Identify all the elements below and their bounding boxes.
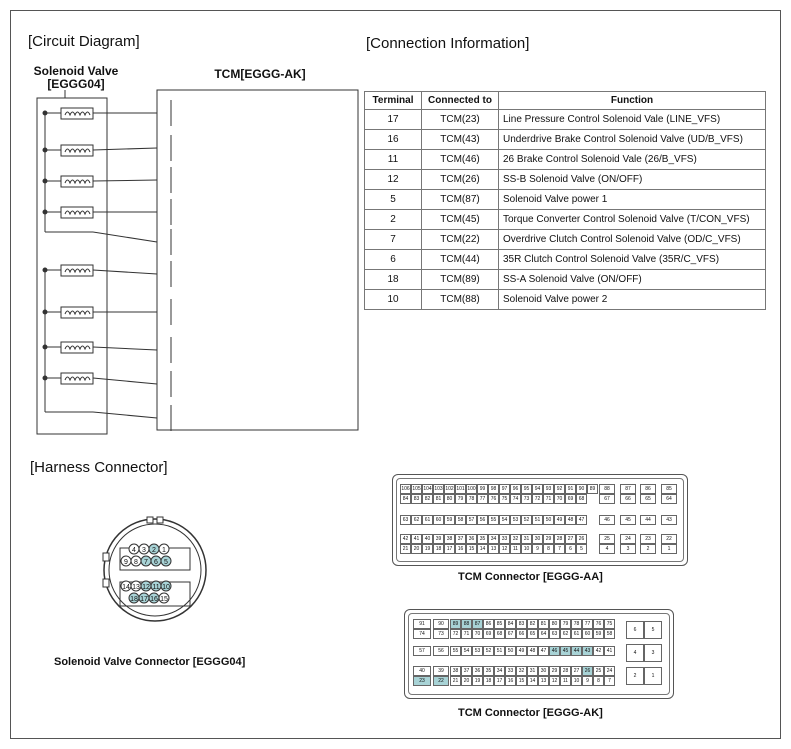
tcm-ak-pin: 6 (626, 621, 644, 639)
tcm-ak-pin: 56 (433, 646, 449, 656)
solenoid-connector-drawing (100, 515, 210, 625)
tcm-aa-pin: 51 (532, 515, 543, 525)
connection-table (364, 91, 766, 310)
tcm-aa-pin: 104 (423, 486, 432, 492)
connected-to-cell: TCM(26) (422, 170, 499, 190)
tcm-ak-pin: 68 (494, 629, 505, 639)
tcm-ak-pin: 76 (593, 619, 604, 629)
tcm-aa-pin: 102 (445, 486, 454, 492)
solenoid-pin-label: 11 (152, 584, 160, 591)
solenoid-pin-label: 13 (132, 584, 140, 591)
tcm-ak-pin: 38 (450, 666, 461, 676)
tcm-aa-pin: 15 (466, 544, 477, 554)
tcm-ak-pin: 54 (461, 646, 472, 656)
circuit-diagram-title: [Circuit Diagram] (28, 33, 140, 50)
tcm-ak-pin: 24 (604, 666, 615, 676)
tcm-aa-pin: 25 (599, 534, 615, 544)
tcm-aa-pin: 78 (466, 494, 477, 504)
solenoid-pin-label: 8 (134, 559, 138, 566)
tcm-aa-pin: 65 (640, 494, 656, 504)
tcm-ak-pin: 10 (571, 676, 582, 686)
terminal-cell: 16 (365, 130, 422, 150)
tcm-aa-pin: 29 (543, 534, 554, 544)
tcm-ak-pin: 37 (461, 666, 472, 676)
tcm-ak-pin: 41 (604, 646, 615, 656)
tcm-aa-pin: 100 (467, 486, 476, 492)
tcm-aa-pin: 37 (455, 534, 466, 544)
table-row (365, 130, 766, 150)
table-row (365, 190, 766, 210)
tcm-ak-pin: 33 (505, 666, 516, 676)
tcm-aa-pin: 84 (400, 494, 411, 504)
solenoid-connector-caption: Solenoid Valve Connector [EGGG04] (54, 656, 246, 668)
connected-to-cell: TCM(46) (422, 150, 499, 170)
tcm-aa-pin: 70 (554, 494, 565, 504)
tcm-aa-pin: 23 (640, 534, 656, 544)
tcm-aa-pin: 73 (521, 494, 532, 504)
tcm-aa-pin: 96 (510, 484, 521, 494)
tcm-ak-pin: 47 (538, 646, 549, 656)
tcm-aa-pin: 41 (411, 534, 422, 544)
terminal-cell: 5 (365, 190, 422, 210)
tcm-ak-pin: 75 (604, 619, 615, 629)
tcm-aa-caption: TCM Connector [EGGG-AA] (458, 571, 603, 583)
terminal-cell: 17 (365, 110, 422, 130)
solenoid-pin-label: 1 (162, 547, 166, 554)
tcm-aa-pin: 8 (543, 544, 554, 554)
tcm-aa-pin: 106 (401, 486, 410, 492)
table-row (365, 230, 766, 250)
tcm-aa-pin: 20 (411, 544, 422, 554)
solenoid-pin-label: 7 (144, 559, 148, 566)
tcm-aa-pin: 40 (422, 534, 433, 544)
function-cell: Line Pressure Control Solenoid Vale (LINE_VFS) (499, 110, 766, 130)
tcm-aa-pin: 58 (455, 515, 466, 525)
tcm-ak-pin: 44 (571, 646, 582, 656)
tcm-aa-pin: 13 (488, 544, 499, 554)
tcm-ak-pin: 16 (505, 676, 516, 686)
function-cell: Overdrive Clutch Control Solenoid Valve (OD/C_VFS) (499, 230, 766, 250)
tcm-aa-pin: 62 (411, 515, 422, 525)
tcm-aa-pin: 3 (620, 544, 636, 554)
tcm-aa-pin: 98 (488, 484, 499, 494)
tcm-aa-pin: 95 (521, 484, 532, 494)
tcm-ak-pin: 25 (593, 666, 604, 676)
tcm-aa-pin: 26 (576, 534, 587, 544)
tcm-ak-pin: 78 (571, 619, 582, 629)
tcm-aa-pin: 45 (620, 515, 636, 525)
tcm-ak-caption: TCM Connector [EGGG-AK] (458, 707, 603, 719)
tcm-aa-pin: 69 (565, 494, 576, 504)
tcm-ak-pin: 40 (413, 666, 431, 676)
tcm-ak-pin: 22 (433, 676, 449, 686)
tcm-ak-pin: 12 (549, 676, 560, 686)
tcm-aa-pin: 66 (620, 494, 636, 504)
tcm-aa-pin: 103 (434, 486, 443, 492)
table-row (365, 270, 766, 290)
function-cell: Solenoid Valve power 1 (499, 190, 766, 210)
tcm-ak-pin: 53 (472, 646, 483, 656)
tcm-ak-pin: 31 (527, 666, 538, 676)
tcm-aa-pin: 82 (422, 494, 433, 504)
tcm-aa-pin: 92 (554, 484, 565, 494)
tcm-ak-pin: 3 (644, 644, 662, 662)
tcm-ak-pin: 23 (413, 676, 431, 686)
tcm-aa-pin: 32 (510, 534, 521, 544)
tcm-aa-pin: 61 (422, 515, 433, 525)
tcm-aa-pin: 4 (599, 544, 615, 554)
tcm-aa-pin: 68 (576, 494, 587, 504)
tcm-aa-pin: 86 (640, 484, 656, 494)
tcm-ak-pin: 36 (472, 666, 483, 676)
tcm-aa-pin: 94 (532, 484, 543, 494)
tcm-aa-pin: 5 (576, 544, 587, 554)
connected-to-cell: TCM(45) (422, 210, 499, 230)
tcm-ak-pin: 69 (483, 629, 494, 639)
tcm-ak-pin: 60 (582, 629, 593, 639)
solenoid-pin-label: 12 (142, 584, 150, 591)
tcm-aa-pin: 101 (456, 486, 465, 492)
tcm-aa-pin: 42 (400, 534, 411, 544)
tcm-ak-pin: 90 (433, 619, 449, 629)
tcm-aa-pin: 63 (400, 515, 411, 525)
tcm-aa-pin: 31 (521, 534, 532, 544)
tcm-ak-pin: 29 (549, 666, 560, 676)
function-cell: Solenoid Valve power 2 (499, 290, 766, 310)
tcm-ak-pin: 65 (527, 629, 538, 639)
tcm-ak-pin: 66 (516, 629, 527, 639)
terminal-cell: 11 (365, 150, 422, 170)
tcm-ak-pin: 49 (516, 646, 527, 656)
tcm-ak-pin: 45 (560, 646, 571, 656)
tcm-aa-pin: 105 (412, 486, 421, 492)
tcm-aa-pin: 47 (576, 515, 587, 525)
tcm-ak-pin: 52 (483, 646, 494, 656)
tcm-ak-pin: 55 (450, 646, 461, 656)
tcm-ak-pin: 1 (644, 667, 662, 685)
tcm-aa-pin: 80 (444, 494, 455, 504)
tcm-aa-pin: 24 (620, 534, 636, 544)
tcm-ak-pin: 35 (483, 666, 494, 676)
tcm-ak-pin: 61 (571, 629, 582, 639)
tcm-aa-pin: 56 (477, 515, 488, 525)
tcm-aa-pin: 16 (455, 544, 466, 554)
solenoid-pin-label: 17 (140, 596, 148, 603)
function-cell: SS-A Solenoid Valve (ON/OFF) (499, 270, 766, 290)
function-cell: Underdrive Brake Control Solenoid Valve (UD/B_VFS) (499, 130, 766, 150)
tcm-ak-pin: 77 (582, 619, 593, 629)
solenoid-pin-label: 4 (132, 547, 136, 554)
tcm-aa-pin: 27 (565, 534, 576, 544)
tcm-aa-pin: 11 (510, 544, 521, 554)
tcm-aa-pin: 90 (576, 484, 587, 494)
connected-to-cell: TCM(44) (422, 250, 499, 270)
tcm-aa-pin: 77 (477, 494, 488, 504)
tcm-ak-pin: 59 (593, 629, 604, 639)
function-cell: SS-B Solenoid Valve (ON/OFF) (499, 170, 766, 190)
tcm-ak-pin: 27 (571, 666, 582, 676)
harness-connector-title: [Harness Connector] (30, 459, 168, 476)
tcm-aa-pin: 28 (554, 534, 565, 544)
tcm-aa-pin: 18 (433, 544, 444, 554)
tcm-ak-pin: 9 (582, 676, 593, 686)
tcm-ak-pin: 34 (494, 666, 505, 676)
tcm-aa-pin: 2 (640, 544, 656, 554)
tcm-aa-pin: 21 (400, 544, 411, 554)
tcm-header: TCM[EGGG-AK] (214, 67, 306, 81)
table-row (365, 150, 766, 170)
tcm-aa-pin: 48 (565, 515, 576, 525)
tcm-aa-pin: 14 (477, 544, 488, 554)
tcm-aa-pin: 60 (433, 515, 444, 525)
tcm-ak-pin: 30 (538, 666, 549, 676)
tcm-aa-pin: 49 (554, 515, 565, 525)
tcm-ak-pin: 42 (593, 646, 604, 656)
tcm-aa-pin: 88 (599, 484, 615, 494)
tcm-ak-pin: 73 (433, 629, 449, 639)
tcm-aa-pin: 10 (521, 544, 532, 554)
tcm-aa-pin: 33 (499, 534, 510, 544)
tcm-ak-pin: 17 (494, 676, 505, 686)
tcm-ak-pin: 46 (549, 646, 560, 656)
tcm-aa-pin: 71 (543, 494, 554, 504)
tcm-aa-pin: 38 (444, 534, 455, 544)
terminal-cell: 6 (365, 250, 422, 270)
solenoid-pin-label: 15 (160, 596, 168, 603)
tcm-ak-pin: 64 (538, 629, 549, 639)
tcm-ak-pin: 67 (505, 629, 516, 639)
header-function: Function (499, 92, 766, 110)
tcm-ak-pin: 4 (626, 644, 644, 662)
header-connected-to: Connected to (422, 92, 499, 110)
connected-to-cell: TCM(22) (422, 230, 499, 250)
tcm-aa-pin: 85 (661, 484, 677, 494)
tcm-aa-pin: 39 (433, 534, 444, 544)
tcm-aa-pin: 50 (543, 515, 554, 525)
solenoid-pin-label: 2 (152, 547, 156, 554)
tcm-ak-pin: 20 (461, 676, 472, 686)
tcm-ak-pin: 91 (413, 619, 431, 629)
tcm-aa-pin: 89 (587, 484, 598, 494)
solenoid-pin-label: 5 (164, 559, 168, 566)
tcm-aa-pin: 55 (488, 515, 499, 525)
tcm-ak-pin: 21 (450, 676, 461, 686)
tcm-aa-pin: 22 (661, 534, 677, 544)
solenoid-pin-label: 6 (154, 559, 158, 566)
tcm-ak-pin: 81 (538, 619, 549, 629)
tcm-aa-pin: 6 (565, 544, 576, 554)
tcm-ak-pin: 18 (483, 676, 494, 686)
connected-to-cell: TCM(89) (422, 270, 499, 290)
tcm-aa-pin: 81 (433, 494, 444, 504)
tcm-aa-pin: 57 (466, 515, 477, 525)
tcm-ak-pin: 57 (413, 646, 431, 656)
tcm-ak-pin: 83 (516, 619, 527, 629)
tcm-aa-pin: 30 (532, 534, 543, 544)
tcm-ak-pin: 86 (483, 619, 494, 629)
tcm-aa-pin: 75 (499, 494, 510, 504)
tcm-aa-pin: 83 (411, 494, 422, 504)
tcm-ak-pin: 48 (527, 646, 538, 656)
tcm-aa-pin: 44 (640, 515, 656, 525)
tcm-ak-pin: 32 (516, 666, 527, 676)
tcm-aa-pin: 7 (554, 544, 565, 554)
tcm-ak-pin: 5 (644, 621, 662, 639)
solenoid-pin-label: 14 (122, 584, 130, 591)
tcm-aa-pin: 76 (488, 494, 499, 504)
tcm-aa-pin: 1 (661, 544, 677, 554)
tcm-aa-pin: 97 (499, 484, 510, 494)
tcm-aa-pin: 64 (661, 494, 677, 504)
tcm-ak-pin: 84 (505, 619, 516, 629)
terminal-cell: 2 (365, 210, 422, 230)
tcm-aa-pin: 36 (466, 534, 477, 544)
tcm-ak-pin: 28 (560, 666, 571, 676)
solenoid-pin-label: 18 (130, 596, 138, 603)
tcm-ak-pin: 89 (450, 619, 461, 629)
tcm-aa-pin: 9 (532, 544, 543, 554)
tcm-ak-pin: 87 (472, 619, 483, 629)
tcm-ak-pin: 82 (527, 619, 538, 629)
tcm-ak-pin: 71 (461, 629, 472, 639)
solenoid-pin-label: 16 (150, 596, 158, 603)
tcm-ak-pin: 80 (549, 619, 560, 629)
tcm-ak-pin: 43 (582, 646, 593, 656)
function-cell: 26 Brake Control Solenoid Vale (26/B_VFS) (499, 150, 766, 170)
table-row (365, 250, 766, 270)
tcm-ak-pin: 14 (527, 676, 538, 686)
terminal-cell: 7 (365, 230, 422, 250)
tcm-ak-pin: 85 (494, 619, 505, 629)
function-cell: Torque Converter Control Solenoid Valve (T/CON_VFS) (499, 210, 766, 230)
tcm-aa-pin: 93 (543, 484, 554, 494)
tcm-aa-pin: 74 (510, 494, 521, 504)
tcm-aa-pin: 91 (565, 484, 576, 494)
function-cell: 35R Clutch Control Solenoid Valve (35R/C_VFS) (499, 250, 766, 270)
tcm-aa-pin: 72 (532, 494, 543, 504)
tcm-ak-pin: 19 (472, 676, 483, 686)
tcm-ak-pin: 2 (626, 667, 644, 685)
tcm-ak-pin: 88 (461, 619, 472, 629)
tcm-ak-pin: 58 (604, 629, 615, 639)
tcm-aa-pin: 46 (599, 515, 615, 525)
tcm-ak-pin: 63 (549, 629, 560, 639)
tcm-aa-pin: 34 (488, 534, 499, 544)
tcm-aa-pin: 54 (499, 515, 510, 525)
tcm-ak-pin: 26 (582, 666, 593, 676)
tcm-aa-pin: 35 (477, 534, 488, 544)
tcm-aa-pin: 12 (499, 544, 510, 554)
tcm-ak-pin: 72 (450, 629, 461, 639)
tcm-aa-pin: 59 (444, 515, 455, 525)
tcm-aa-pin: 19 (422, 544, 433, 554)
table-row (365, 110, 766, 130)
tcm-aa-pin: 43 (661, 515, 677, 525)
tcm-ak-pin: 15 (516, 676, 527, 686)
tcm-ak-pin: 11 (560, 676, 571, 686)
connected-to-cell: TCM(87) (422, 190, 499, 210)
connected-to-cell: TCM(43) (422, 130, 499, 150)
tcm-aa-pin: 53 (510, 515, 521, 525)
solenoid-pin-label: 9 (124, 559, 128, 566)
tcm-aa-pin: 17 (444, 544, 455, 554)
table-row (365, 290, 766, 310)
tcm-ak-pin: 13 (538, 676, 549, 686)
table-row (365, 170, 766, 190)
tcm-ak-pin: 8 (593, 676, 604, 686)
solenoid-header-line1: Solenoid Valve (33, 64, 119, 78)
connection-info-title: [Connection Information] (366, 35, 530, 52)
solenoid-pin-label: 3 (142, 547, 146, 554)
tcm-aa-pin: 87 (620, 484, 636, 494)
tcm-ak-pin: 7 (604, 676, 615, 686)
tcm-aa-pin: 79 (455, 494, 466, 504)
header-terminal: Terminal (365, 92, 422, 110)
tcm-ak-pin: 79 (560, 619, 571, 629)
tcm-ak-pin: 39 (433, 666, 449, 676)
solenoid-header-line2: [EGGG04] (47, 77, 105, 91)
terminal-cell: 12 (365, 170, 422, 190)
tcm-ak-pin: 70 (472, 629, 483, 639)
tcm-ak-pin: 62 (560, 629, 571, 639)
tcm-ak-pin: 51 (494, 646, 505, 656)
terminal-cell: 18 (365, 270, 422, 290)
tcm-ak-pin: 50 (505, 646, 516, 656)
connected-to-cell: TCM(23) (422, 110, 499, 130)
tcm-aa-pin: 67 (599, 494, 615, 504)
tcm-aa-pin: 99 (477, 484, 488, 494)
table-header-row (365, 92, 766, 110)
tcm-aa-pin: 52 (521, 515, 532, 525)
table-row (365, 210, 766, 230)
terminal-cell: 10 (365, 290, 422, 310)
solenoid-pin-label: 10 (162, 584, 170, 591)
tcm-ak-pin: 74 (413, 629, 431, 639)
connected-to-cell: TCM(88) (422, 290, 499, 310)
